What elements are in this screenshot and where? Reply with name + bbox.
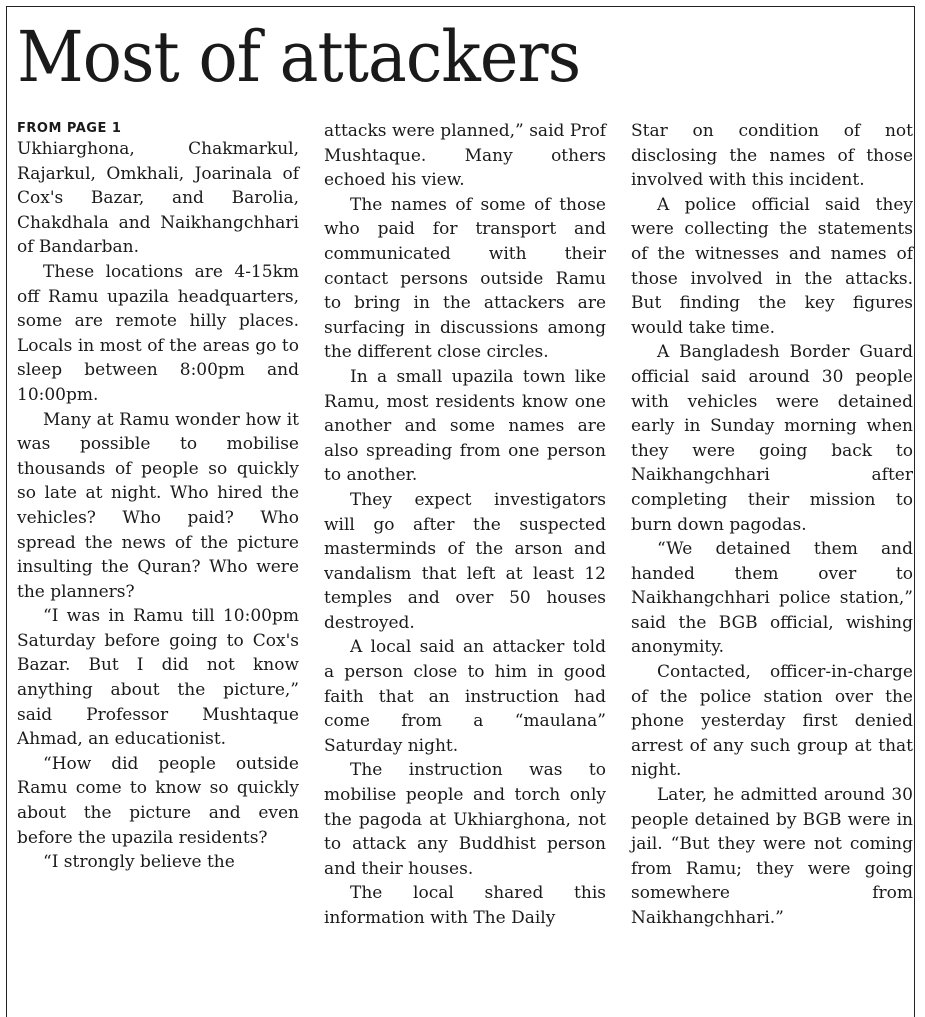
paragraph: A local said an attacker told a person close to him in good faith that an instruction had come from a “maulana” Saturday night. [324,637,606,756]
article-column-1 [17,119,299,875]
paragraph: “I was in Ramu till 10:00pm Saturday before going to Cox's Bazar. But I did not know anything about the picture,” said Professor Mushtaque Ahmad, an educationist. [17,606,299,750]
paragraph: The names of some of those who paid for transport and communicated with their contact persons outside Ramu to bring in the attackers are surfacing in discussions among the different close circles. [324,194,606,363]
headline: Most of attackers [17,16,581,98]
paragraph: attacks were planned,” said Prof Mushtaque. Many others echoed his view. [324,121,606,191]
paragraph: Ukhiarghona, Chakmarkul, Rajarkul, Omkhali, Joarinala of Cox's Bazar, and Barolia, Chakdhala and Naikhangchhari of Bandarban. [17,139,299,258]
paragraph: “I strongly believe the [43,852,235,873]
paragraph: These locations are 4-15km off Ramu upazila headquarters, some are remote hilly places. Locals in most of the areas go to sleep between 8:00pm and 10:00pm. [17,261,299,405]
paragraph: Star on condition of not disclosing the names of those involved with this incident. [631,121,913,191]
paragraph: Later, he admitted around 30 people detained by BGB were in jail. “But they were not coming from Ramu; they were going somewhere from Naikhangchhari.” [631,785,913,928]
continuation-kicker: FROM PAGE 1 [17,121,122,136]
paragraph: In a small upazila town like Ramu, most residents know one another and some names are also spreading from one person to another. [324,366,606,486]
paragraph: A Bangladesh Border Guard official said around 30 people with vehicles were detained early in Sunday morning when they were going back to Naikhangchhari after completing their mission to burn down pagodas. [631,342,913,535]
paragraph: “How did people outside Ramu come to know so quickly about the picture and even before the upazila residents? [17,753,299,848]
paragraph: Contacted, officer-in-charge of the police station over the phone yesterday first denied arrest of any such group at that night. [631,662,913,781]
paragraph: They expect investigators will go after the suspected masterminds of the arson and vandalism that left at least 12 temples and over 50 houses destroyed. [324,489,606,633]
paragraph: “We detained them and handed them over to Naikhangchhari police station,” said the BGB official, wishing anonymity. [631,539,913,658]
paragraph: The instruction was to mobilise people and torch only the pagoda at Ukhiarghona, not to attack any Buddhist person and their houses. [324,760,606,879]
paragraph: The local shared this information with The Daily [324,883,606,928]
paragraph: A police official said they were collecting the statements of the witnesses and names of those involved in the attacks. But finding the key figures would take time. [631,194,913,338]
paragraph: Many at Ramu wonder how it was possible to mobilise thousands of people so quickly so late at night. Who hired the vehicles? Who paid? Who spread the news of the picture insulting the Quran? Who were the planners? [17,409,299,602]
article-column-3 [631,119,913,931]
article-column-2 [324,119,606,931]
